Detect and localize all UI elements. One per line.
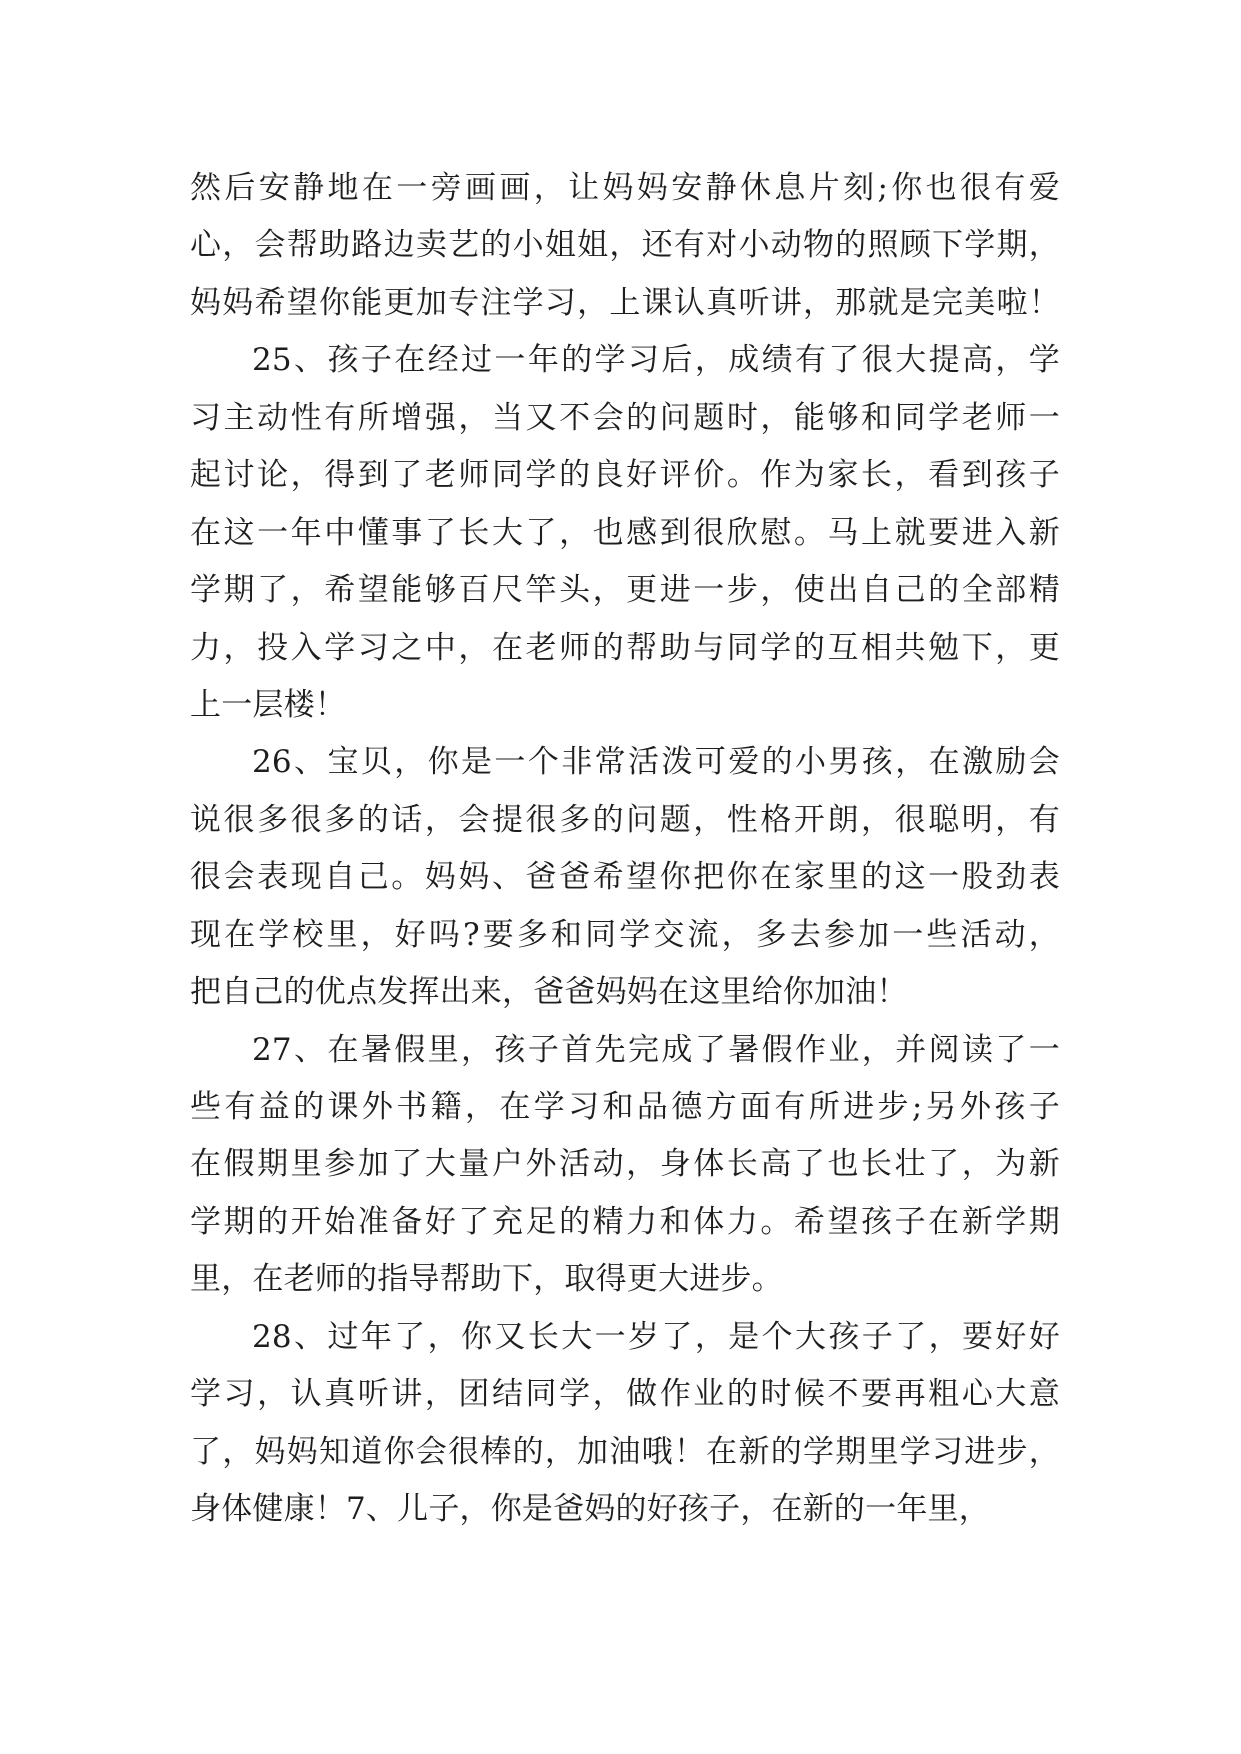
text-line: 然后安静地在一旁画画，让妈妈安静休息片刻;你也很有爱: [190, 170, 1060, 206]
document-body: [190, 160, 1060, 1539]
text-line: 些有益的课外书籍，在学习和品德方面有所进步;另外孩子: [190, 1089, 1060, 1125]
text-line: 习主动性有所增强，当又不会的问题时，能够和同学老师一: [190, 399, 1060, 436]
paragraph-first-line: 25、孩子在经过一年的学习后，成绩有了很大提高，学: [252, 342, 1060, 379]
text-line: 起讨论，得到了老师同学的良好评价。作为家长，看到孩子: [190, 457, 1060, 494]
text-line: 学期了，希望能够百尺竿头，更进一步，使出自己的全部精: [190, 572, 1060, 609]
text-line: 力，投入学习之中，在老师的帮助与同学的互相共勉下，更: [190, 629, 1060, 666]
text-line: 心，会帮助路边卖艺的小姐姐，还有对小动物的照顾下学期，: [190, 227, 1060, 264]
text-line: 学期的开始准备好了充足的精力和体力。希望孩子在新学期: [190, 1203, 1060, 1240]
text-line: 在这一年中懂事了长大了，也感到很欣慰。马上就要进入新: [190, 514, 1060, 551]
text-line: 了，妈妈知道你会很棒的，加油哦！在新的学期里学习进步，: [190, 1433, 1060, 1470]
paragraph-first-line: 26、宝贝，你是一个非常活泼可爱的小男孩，在激励会: [252, 744, 1060, 781]
paragraph-first-line: 27、在暑假里，孩子首先完成了暑假作业，并阅读了一: [252, 1031, 1060, 1068]
paragraph-first-line: 28、过年了，你又长大一岁了，是个大孩子了，要好好: [252, 1318, 1060, 1355]
text-line: 现在学校里，好吗?要多和同学交流，多去参加一些活动，: [190, 916, 1060, 953]
text-line: 学习，认真听讲，团结同学，做作业的时候不要再粗心大意: [190, 1376, 1060, 1413]
text-line: 很会表现自己。妈妈、爸爸希望你把你在家里的这一股劲表: [190, 859, 1060, 896]
text-line: 上一层楼！: [190, 686, 346, 723]
text-line: 在假期里参加了大量户外活动，身体长高了也长壮了，为新: [190, 1146, 1060, 1183]
text-line: 说很多很多的话，会提很多的问题，性格开朗，很聪明，有: [190, 801, 1060, 838]
text-line: 身体健康！7、儿子，你是爸妈的好孩子，在新的一年里，: [190, 1491, 990, 1528]
text-line: 把自己的优点发挥出来，爸爸妈妈在这里给你加油！: [190, 974, 908, 1011]
text-line: 里，在老师的指导帮助下，取得更大进步。: [190, 1261, 783, 1298]
text-line: 妈妈希望你能更加专注学习，上课认真听讲，那就是完美啦！: [190, 284, 1060, 321]
